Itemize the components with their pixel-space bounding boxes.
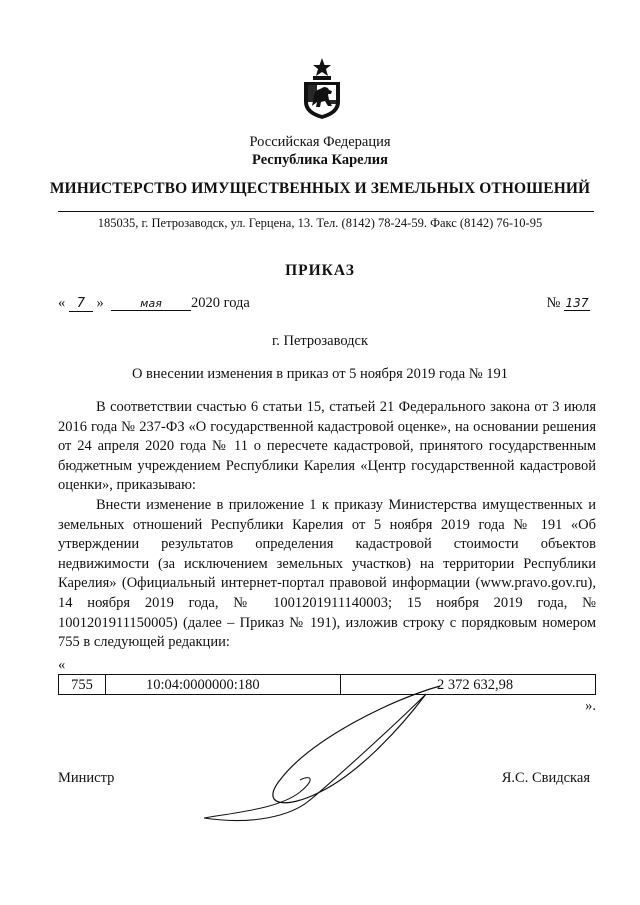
amendment-open-quote: « [58, 657, 66, 673]
amendment-close-quote: ». [585, 698, 596, 714]
ministry-address: 185035, г. Петрозаводск, ул. Герцена, 13. Тел. (8142) 78-24-59. Факс (8142) 76-10-95 [97, 216, 543, 230]
number-value: 137 [565, 296, 589, 310]
city: г. Петрозаводск [271, 333, 369, 349]
date-day: 7 [69, 296, 93, 312]
document-subject: О внесении изменения в приказ от 5 ноября 2019 года № 191 [131, 366, 509, 382]
date-month: мая [111, 297, 191, 311]
signer-name: Я.С. Свидская [501, 770, 590, 786]
cadastral-value-cell: 2 372 632,98 [341, 675, 596, 695]
document-date [58, 295, 250, 312]
document-type: ПРИКАЗ [285, 262, 355, 279]
country-name: Российская Федерация [249, 134, 391, 150]
cadastral-number-cell: 10:04:0000000:180 [106, 675, 341, 695]
ministry-title: МИНИСТЕРСТВО ИМУЩЕСТВЕННЫХ И ЗЕМЕЛЬНЫХ ОТНОШЕНИЙ [49, 180, 591, 197]
signer-role: Министр [58, 770, 115, 786]
paragraph-amendment: Внести изменение в приложение 1 к приказу Министерства имущественных и земельных отношений Республики Карелия от 5 ноября 2019 года № 191 «Об утверждении результатов определения кадастровой стоимости объектов недвижимости (за исключением земельных участков) на территории Республики Карелия» (Официальный интернет-портал правовой информации (www.pravo.gov.ru), 14 ноября 2019 года, № 1001201911140003; 15 ноября 2019 года, № 1001201911150005) (далее – Приказ № 191), изложив строку с порядковым номером 755 в следующей редакции: [58, 496, 596, 651]
header-divider [58, 211, 594, 212]
document-body [58, 398, 596, 653]
date-close-quote: » [96, 295, 104, 311]
date-open-quote: « [58, 295, 66, 311]
paragraph-preamble: В соответствии счастью 6 статьи 15, статьей 21 Федерального закона от 3 июля 2016 года № 237-ФЗ «О государственной кадастровой оценке», на основании решения от 24 апреля 2020 года № 11 о пересчете кадастровой, принятого государственным бюджетным учреждением Республики Карелия «Центр государственной кадастровой оценки», приказываю: [58, 399, 596, 494]
row-number-cell: 755 [59, 675, 106, 695]
number-label: № [546, 295, 561, 311]
document-number [547, 295, 590, 312]
coat-of-arms-emblem [298, 56, 346, 120]
date-year: 2020 года [191, 295, 250, 311]
republic-name: Республика Карелия [252, 152, 388, 168]
handwritten-signature [190, 680, 450, 830]
